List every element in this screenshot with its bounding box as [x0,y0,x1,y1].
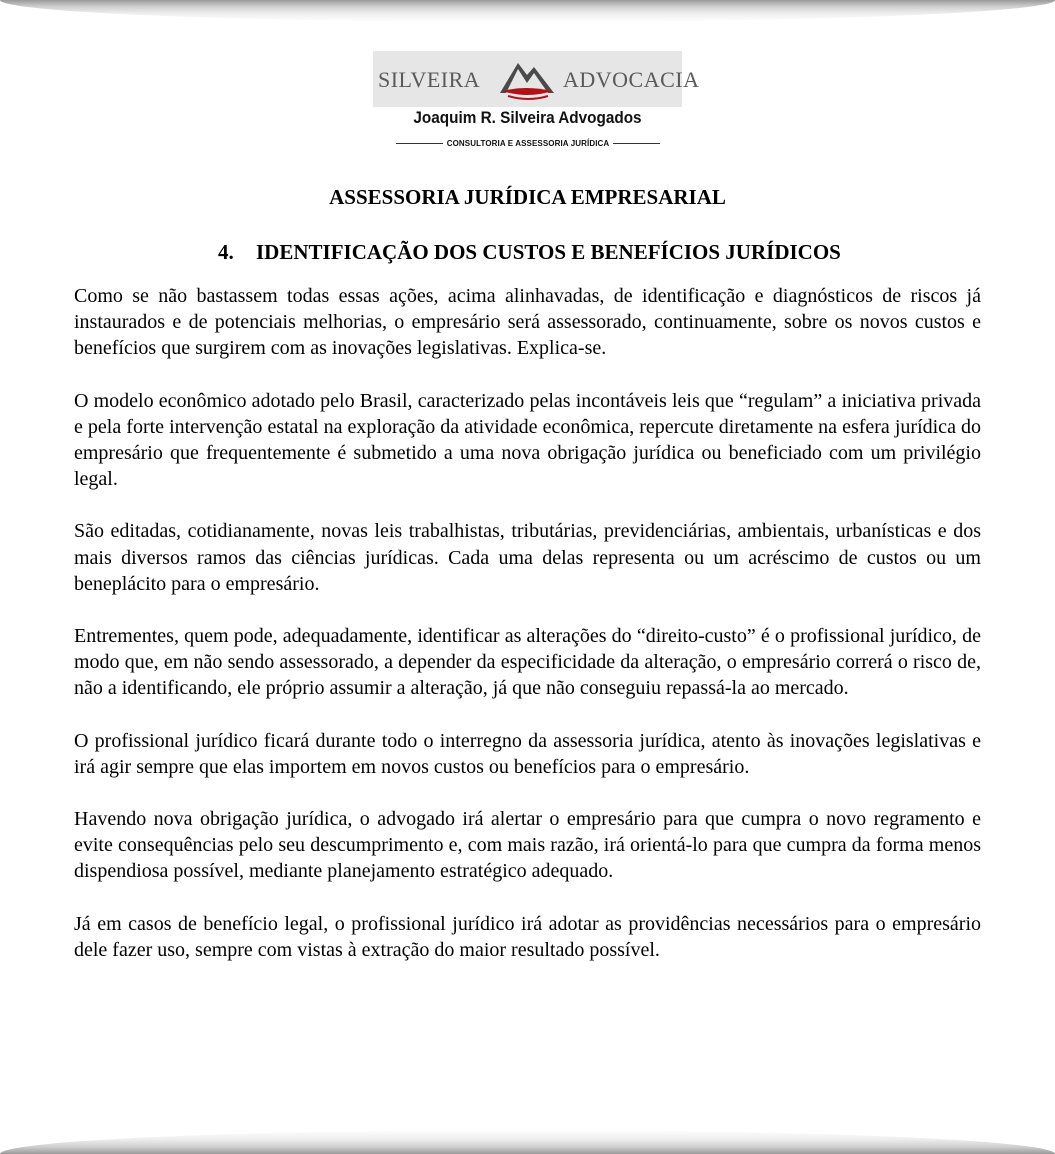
divider [613,143,660,144]
document-title: ASSESSORIA JURÍDICA EMPRESARIAL [329,185,726,209]
paragraph: O modelo econômico adotado pelo Brasil, caracterizado pelas incontáveis leis que “regulam” a iniciativa privada e pela forte intervenção estatal na exploração da atividade econômica, repercute diretamente na esfera jurídica do empresário que frequentemente é submetido a uma nova obrigação jurídica ou beneficiado com um privilégio legal. [74,389,981,491]
paragraph: São editadas, cotidianamente, novas leis trabalhistas, tributárias, previdenciárias, ambientais, urbanísticas e dos mais diversos ramos das ciências jurídicas. Cada uma delas representa ou um acréscimo de custos ou um beneplácito para o empresário. [74,520,981,595]
paragraph: O profissional jurídico ficará durante todo o interregno da assessoria jurídica, atento às inovações legislativas e irá agir sempre que elas importem em novos custos ou benefícios para o empresário. [74,729,981,778]
firm-name: Joaquim R. Silveira Advogados [413,108,642,127]
logo-word-left: SILVEIRA [378,67,481,92]
logo-word-right: ADVOCACIA [563,67,700,92]
document-body [74,283,981,989]
section-number: 4. [218,240,234,264]
section-heading [218,239,998,265]
paragraph: Havendo nova obrigação jurídica, o advogado irá alertar o empresário para que cumpra o novo regramento e evite consequências pelo seu descumprimento e, com mais razão, irá orientá-lo para que cumpra da forma menos dispendiosa possível, mediante planejamento estratégico adequado. [74,808,981,883]
page-shadow-top [0,0,1055,22]
firm-subtitle-row [396,136,660,150]
firm-logo [373,51,700,107]
paragraph: Entrementes, quem pode, adequadamente, identificar as alterações do “direito-custo” é o profissional jurídico, de modo que, em não sendo assessorado, a depender da especificidade da alteração, o empresário correrá o risco de, não a identificando, ele próprio assumir a alteração, já que não conseguiu repassá-la ao mercado. [74,625,981,700]
firm-subtitle: CONSULTORIA E ASSESSORIA JURÍDICA [446,138,610,148]
paragraph: Como se não bastassem todas essas ações, acima alinhavadas, de identificação e diagnósticos de riscos já instaurados e de potenciais melhorias, o empresário será assessorado, continuamente, sobre os novos custos e benefícios que surgirem com as inovações legislativas. Explica-se. [74,285,981,360]
paragraph: Já em casos de benefício legal, o profissional jurídico irá adotar as providências necessários para o empresário dele fazer uso, sempre com vistas à extração do maior resultado possível. [74,912,981,961]
mountain-logo-icon [496,55,558,103]
section-title: IDENTIFICAÇÃO DOS CUSTOS E BENEFÍCIOS JURÍDICOS [256,240,841,264]
divider [396,143,443,144]
page-shadow-bottom [0,1130,1055,1154]
